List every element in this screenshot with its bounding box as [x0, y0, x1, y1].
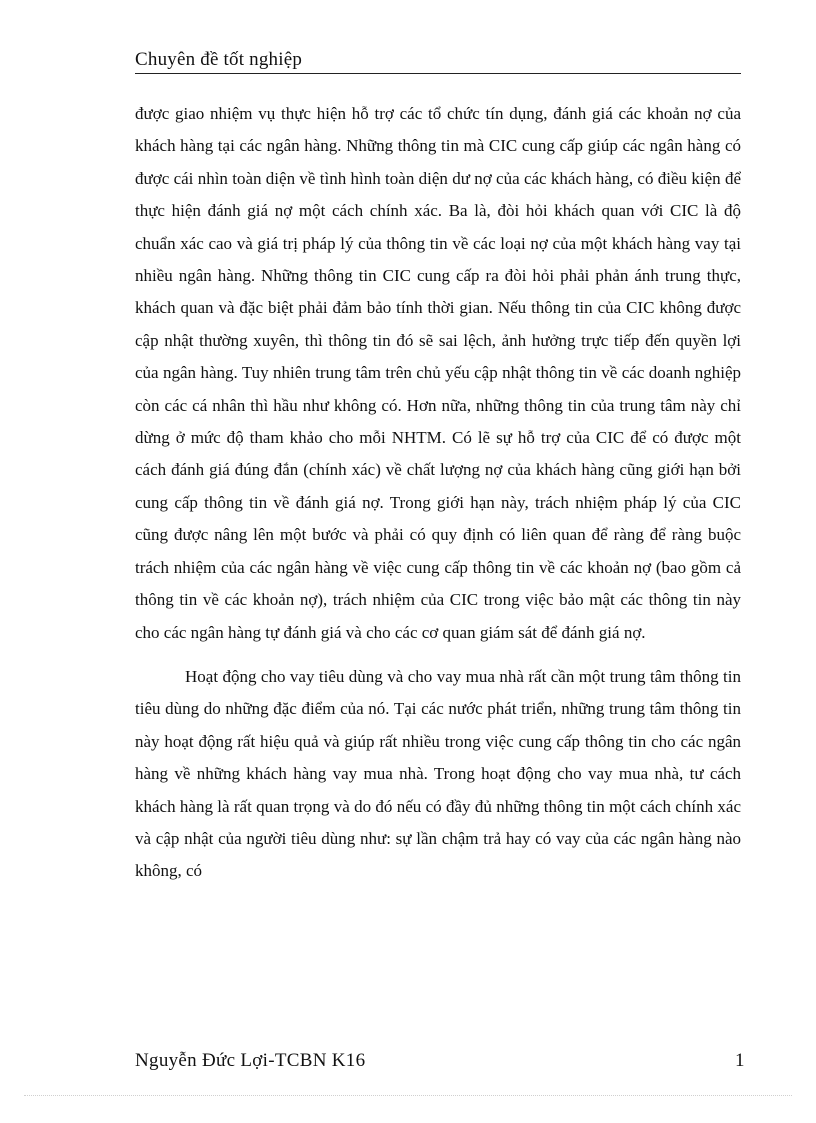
- paragraph-2: Hoạt động cho vay tiêu dùng và cho vay mua nhà rất cần một trung tâm thông tin tiêu dùng do những đặc điểm của nó. Tại các nước phát triển, những trung tâm thông tin này hoạt động rất hiệu quả và giúp rất nhiều trong việc cung cấp thông tin cho các ngân hàng về những khách hàng vay mua nhà. Trong hoạt động cho vay mua nhà, tư cách khách hàng là rất quan trọng và do đó nếu có đầy đủ những thông tin một cách chính xác và cập nhật của người tiêu dùng như: sự lần chậm trả hay có vay của các ngân hàng nào không, có: [135, 666, 741, 881]
- footer-author: Nguyễn Đức Lợi-TCBN K16: [135, 1050, 366, 1071]
- header-rule: [135, 73, 741, 74]
- page-border: [24, 1095, 792, 1096]
- paragraph-1: được giao nhiệm vụ thực hiện hỗ trợ các tổ chức tín dụng, đánh giá các khoản nợ của khách hàng tại các ngân hàng. Những thông tin mà CIC cung cấp giúp các ngân hàng có được cái nhìn toàn diện về tình hình toàn diện dư nợ của các khách hàng, có điều kiện để thực hiện đánh giá nợ một cách chính xác. Ba là, đòi hỏi khách quan với CIC là độ chuẩn xác cao và giá trị pháp lý của thông tin về các loại nợ của một khách hàng vay tại nhiều ngân hàng. Những thông tin CIC cung cấp ra đòi hỏi phải phản ánh trung thực, khách quan và đặc biệt phải đảm bảo tính thời gian. Nếu thông tin của CIC không được cập nhật thường xuyên, thì thông tin đó sẽ sai lệch, ảnh hưởng trực tiếp đến quyền lợi của ngân hàng. Tuy nhiên trung tâm trên chủ yếu cập nhật thông tin về các doanh nghiệp còn các cá nhân thì hầu như không có. Hơn nữa, những thông tin của trung tâm này chỉ dừng ở mức độ tham khảo cho mỗi NHTM. Có lẽ sự hỗ trợ của CIC để có được một cách đánh giá đúng đắn (chính xác) về chất lượng nợ của khách hàng cũng giới hạn bởi cung cấp thông tin về đánh giá nợ. Trong giới hạn này, trách nhiệm pháp lý của CIC cũng được nâng lên một bước và phải có quy định có liên quan để ràng để ràng buộc trách nhiệm của các ngân hàng về việc cung cấp thông tin về các khoản nợ (bao gồm cả thông tin về các khoản nợ), trách nhiệm của CIC trong việc bảo mật các thông tin này cho các ngân hàng tự đánh giá và cho các cơ quan giám sát để đánh giá nợ.: [135, 104, 741, 642]
- body-text: [135, 98, 741, 888]
- header-title: Chuyên đề tốt nghiệp: [135, 49, 303, 70]
- page-number: 1: [735, 1050, 745, 1071]
